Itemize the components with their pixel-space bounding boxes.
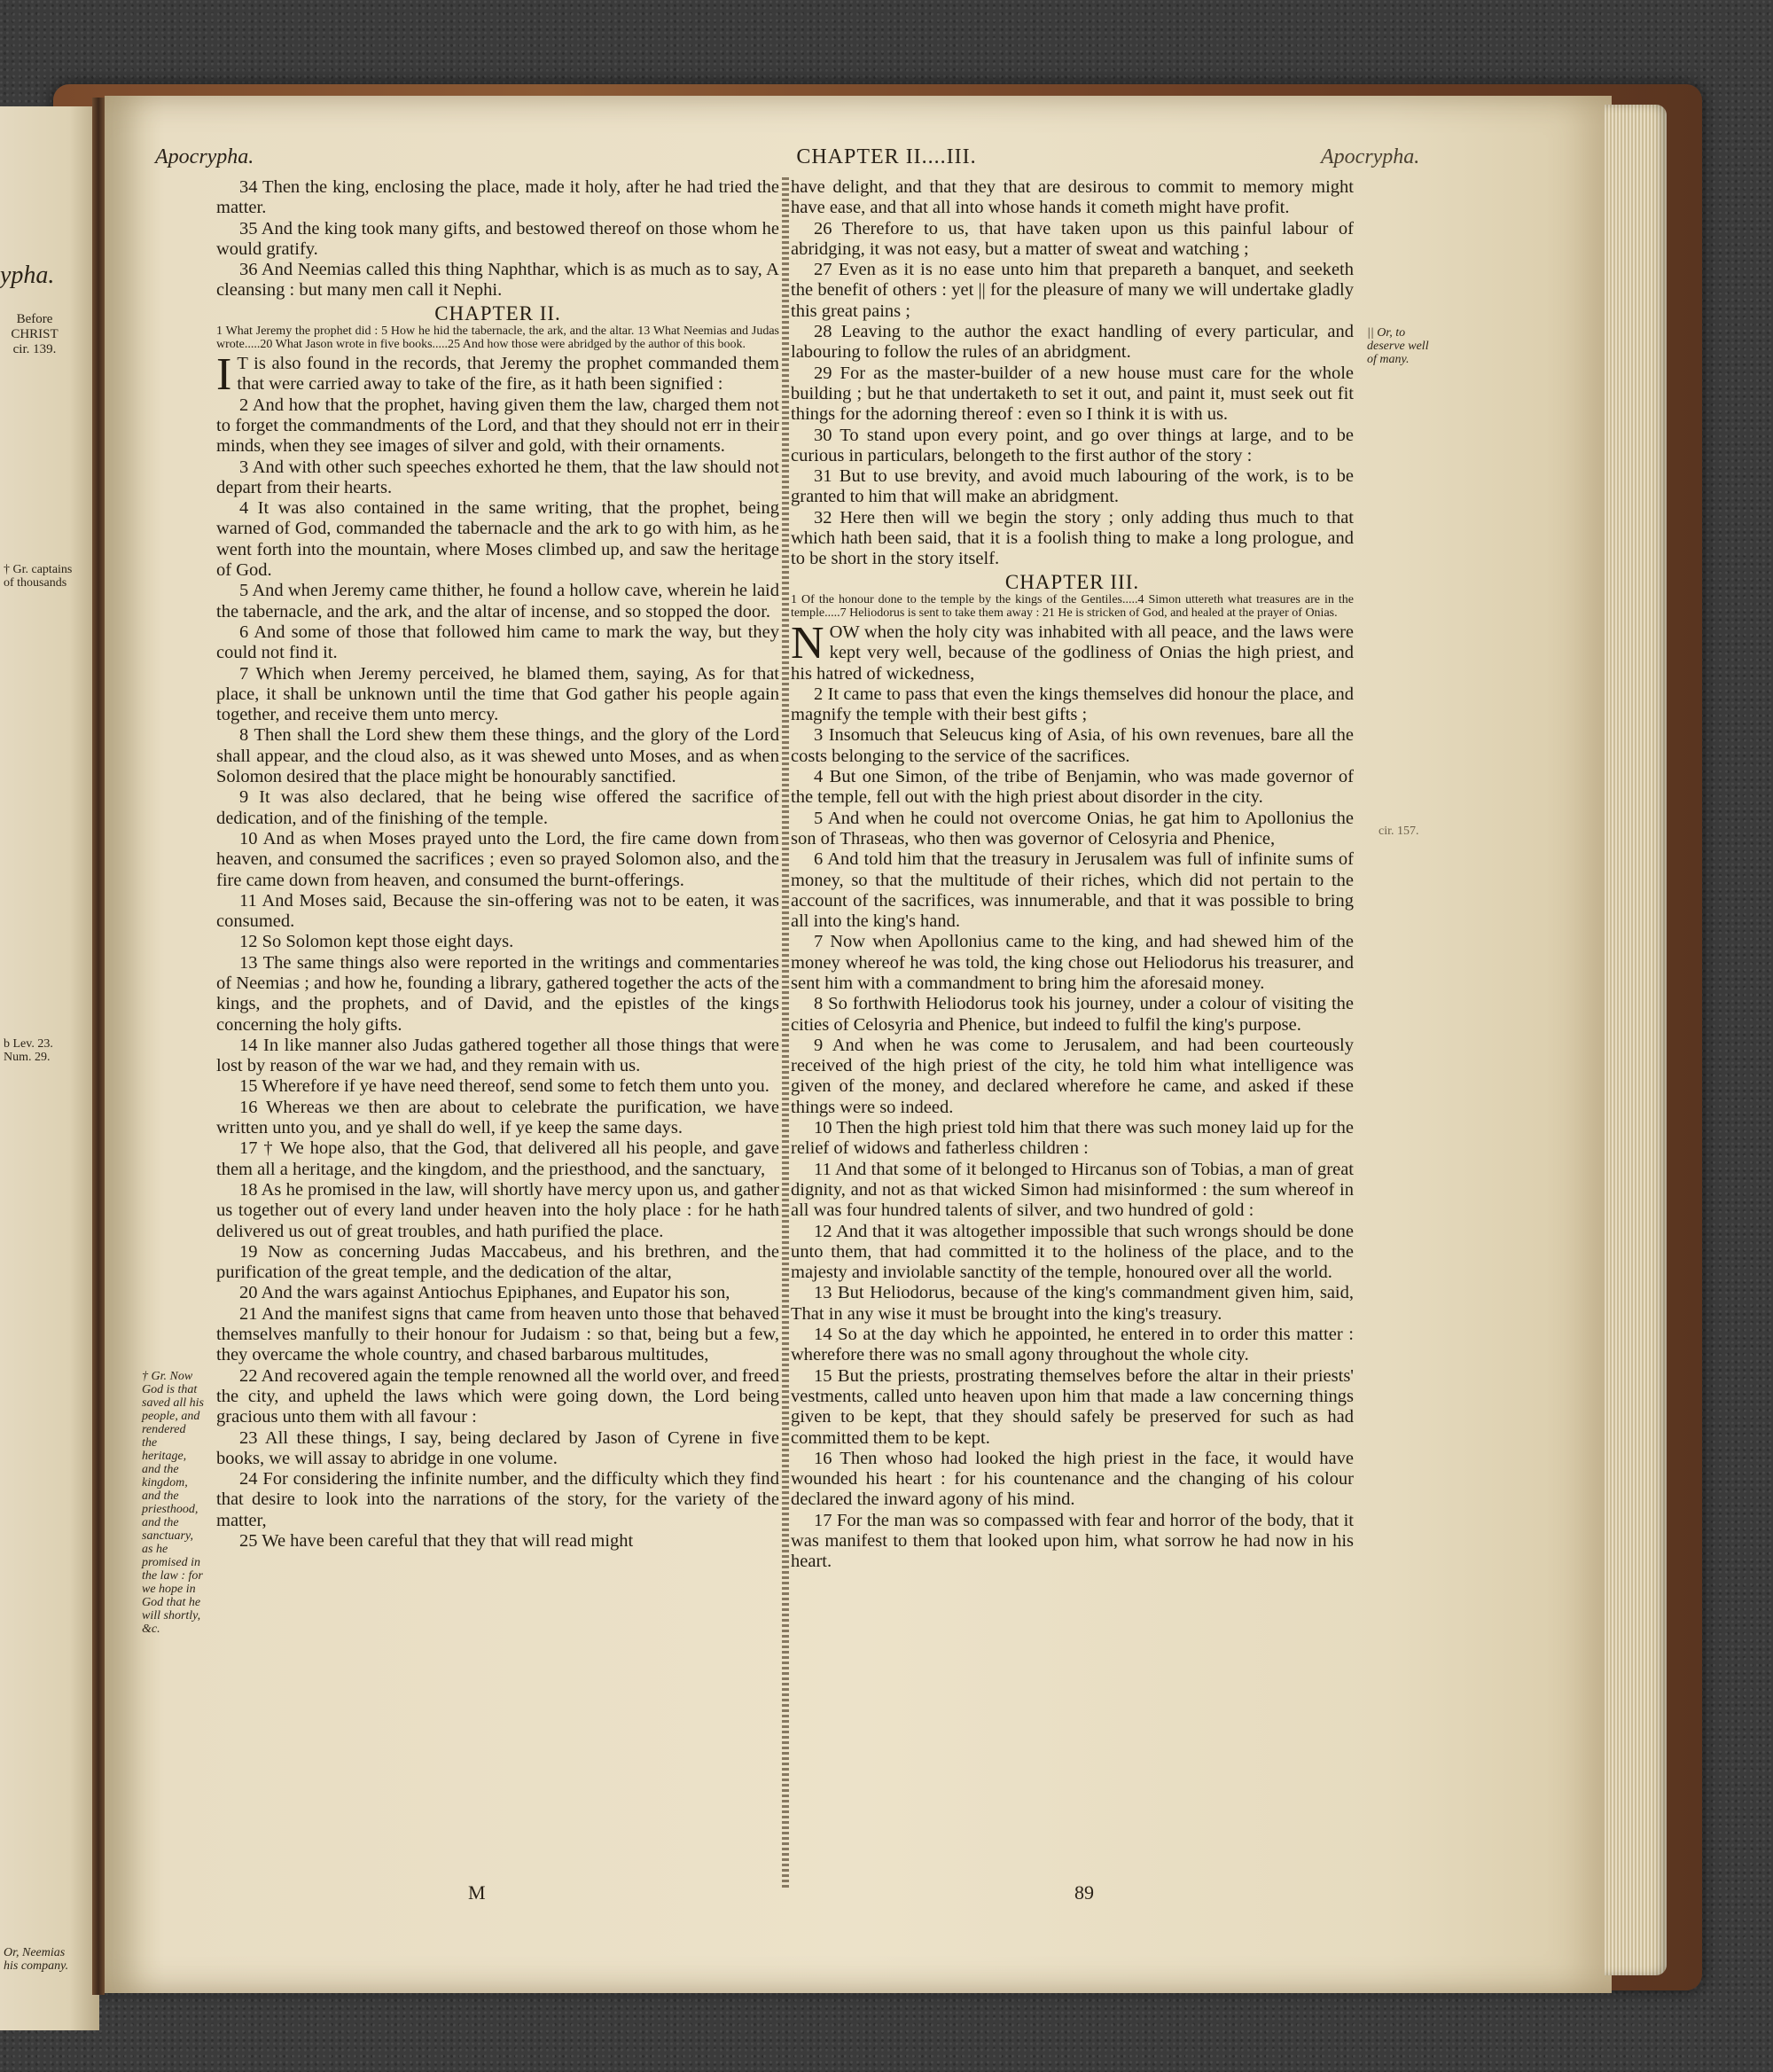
verse: 34 Then the king, enclosing the place, made it holy, after he had tried the matter. bbox=[216, 177, 779, 218]
verse: 29 For as the master-builder of a new house must care for the whole building ; but he that undertaketh to set it out, and paint it, must seek out fit things for the adorning thereof : even so I think it is with us. bbox=[791, 363, 1354, 425]
verse: 17 For the man was so compassed with fear and horror of the body, that it was manifest to them that looked upon him, what sorrow he had now in his heart. bbox=[791, 1510, 1354, 1572]
verse: 6 And told him that the treasury in Jerusalem was full of infinite sums of money, so that the multitude of their riches, which did not pertain to the account of the sacrifices, was innumerable, and that it was possible to bring all into the king's hand. bbox=[791, 849, 1354, 932]
verse: 13 But Heliodorus, because of the king's commandment given him, said, That in any wise it must be brought into the king's treasury. bbox=[791, 1283, 1354, 1324]
left-page-date-note: Before CHRIST cir. 139. bbox=[11, 312, 59, 356]
drop-cap: N bbox=[791, 617, 824, 669]
left-page-running-head: ypha. bbox=[0, 262, 55, 289]
verse: 2 It came to pass that even the kings themselves did honour the place, and magnify the temple with their best gifts ; bbox=[791, 684, 1354, 725]
chapter-heading: CHAPTER III. bbox=[1004, 570, 1140, 593]
verse: 35 And the king took many gifts, and bestowed thereof on those whom he would gratify. bbox=[216, 218, 779, 259]
verse: 16 Whereas we then are about to celebrate the purification, we have written unto you, and ye shall do well, if ye keep the same days. bbox=[216, 1097, 779, 1138]
verse: 6 And some of those that followed him came to mark the way, but they could not find it. bbox=[216, 622, 779, 663]
verse: 14 So at the day which he appointed, he entered in to order this matter : wherefore there was no small agony throughout the whole city. bbox=[791, 1325, 1354, 1365]
signature-mark: M bbox=[468, 1881, 486, 1904]
margin-date-note: cir. 157. bbox=[1379, 825, 1419, 838]
verse: 31 But to use brevity, and avoid much labouring of the work, is to be granted to him that will make an abridgment. bbox=[791, 466, 1354, 507]
verse: 4 It was also contained in the same writing, that the prophet, being warned of God, commanded the tabernacle and the ark to go with him, as he went forth into the mountain, where Moses climbed up, and saw the heritage of God. bbox=[216, 498, 779, 581]
verse: 10 And as when Moses prayed unto the Lord, the fire came down from heaven, and consumed the sacrifices ; even so prayed Solomon also, and the fire came down from heaven, and consumed the burnt-offerings. bbox=[216, 828, 779, 890]
verse: 30 To stand upon every point, and go over things at large, and to be curious in particulars, belongeth to the first author of the story : bbox=[791, 425, 1354, 465]
verse: 23 All these things, I say, being declared by Jason of Cyrene in five books, we will assay to abridge in one volume. bbox=[216, 1427, 779, 1468]
chapter-heading: CHAPTER II. bbox=[434, 301, 561, 324]
verse: 7 Which when Jeremy perceived, he blamed them, saying, As for that place, it shall be unknown until the time that God gather his people again together, and receive them unto mercy. bbox=[216, 663, 779, 725]
verse: 9 It was also declared, that he being wise offered the sacrifice of dedication, and of the finishing of the temple. bbox=[216, 787, 779, 828]
verse: 7 Now when Apollonius came to the king, and had shewed him of the money whereof he was told, the king chose out Heliodorus his treasurer, and sent him with a commandment to bring him the aforesaid money. bbox=[791, 932, 1354, 993]
verses bbox=[791, 684, 1354, 1573]
chapter-summary: 1 What Jeremy the prophet did : 5 How he hid the tabernacle, the ark, and the altar. 13 What Neemias and Judas wrote.....20 What Jason wrote in five books.....25 And how those were abridged by the author of this book. bbox=[216, 324, 779, 352]
verse: 28 Leaving to the author the exact handling of every particular, and labouring to follow the rules of an abridgment. bbox=[791, 322, 1354, 363]
left-page-note: Or, Neemias his company. bbox=[4, 1946, 69, 1973]
verse: 32 Here then will we begin the story ; only adding thus much to that which hath been said, that it is a foolish thing to make a long prologue, and to be short in the story itself. bbox=[791, 507, 1354, 569]
verse: 24 For considering the infinite number, and the difficulty which they find that desire to look into the narrations of the story, for the variety of the matter, bbox=[216, 1469, 779, 1530]
verse: 8 So forthwith Heliodorus took his journey, under a colour of visiting the cities of Celosyria and Phenice, but indeed to fulfil the king's purpose. bbox=[791, 994, 1354, 1035]
verse: 12 So Solomon kept those eight days. bbox=[239, 932, 514, 952]
margin-note-verse-27: || Or, to deserve well of many. bbox=[1367, 326, 1429, 366]
verse: 27 Even as it is no ease unto him that prepareth a banquet, and seeketh the benefit of others : yet || for the pleasure of many we will undertake gladly this great pains ; bbox=[791, 260, 1354, 321]
opening-verse: NOW when the holy city was inhabited with all peace, and the laws were kept very well, because of the godliness of Onias the high priest, and his hatred of wickedness, bbox=[791, 617, 1354, 684]
verse: have delight, and that they that are desirous to commit to memory might have ease, and that all into whose hands it cometh might have profit. bbox=[791, 177, 1354, 218]
verse: 16 Then whoso had looked the high priest in the face, it would have wounded his heart : for his countenance and the changing of his colour declared the inward agony of his mind. bbox=[791, 1448, 1354, 1510]
verse: 2 And how that the prophet, having given them the law, charged them not to forget the commandments of the Lord, and that they should not err in their minds, when they see images of silver and gold, with their ornaments. bbox=[216, 395, 779, 457]
verses bbox=[216, 395, 779, 1552]
running-head-left: Apocrypha. bbox=[155, 145, 254, 168]
verse: 5 And when Jeremy came thither, he found a hollow cave, wherein he laid the tabernacle, and the ark, and the altar of incense, and so stopped the door. bbox=[216, 581, 779, 622]
verses-before-chapter bbox=[216, 177, 779, 301]
running-head-right: Apocrypha. bbox=[1321, 145, 1420, 168]
margin-note-verse-17: † Gr. Now God is that saved all his people, and rendered the heritage, and the kingdom, and the priesthood, and the sanctuary, as he promised in the law : for we hope in God that he will shortly, &c. bbox=[142, 1370, 204, 1636]
drop-cap: I bbox=[216, 349, 232, 401]
verse: 14 In like manner also Judas gathered together all those things that were lost by reason of the war we had, and they remain with us. bbox=[216, 1035, 779, 1076]
left-page-edge bbox=[0, 106, 99, 2030]
verse: 9 And when he was come to Jerusalem, and had been courteously received of the high priest of the city, he told him what intelligence was given of the money, and declared wherefore he came, and asked if these things were so indeed. bbox=[791, 1035, 1354, 1117]
running-head-chapter: CHAPTER II....III. bbox=[796, 145, 977, 168]
verse: 18 As he promised in the law, will shortly have mercy upon us, and gather us together out of every land under heaven into the holy place : for he hath delivered us out of great troubles, and hath purified the place. bbox=[216, 1179, 779, 1241]
page-number: 89 bbox=[1074, 1881, 1094, 1904]
verse: 15 But the priests, prostrating themselves before the altar in their priests' vestments, called unto heaven upon him that made a law concerning things given to be kept, that they should safely be preserved for such as had committed them to be kept. bbox=[791, 1365, 1354, 1448]
book-gutter bbox=[92, 98, 105, 1995]
chapter-summary: 1 Of the honour done to the temple by the kings of the Gentiles.....4 Simon uttereth what treasures are in the temple.....7 Heliodorus is sent to take them away : 21 He is stricken of God, and healed at the prayer of Onias. bbox=[791, 592, 1354, 620]
verse: 4 But one Simon, of the tribe of Benjamin, who was made governor of the temple, fell out with the high priest about disorder in the city. bbox=[791, 767, 1354, 808]
verses-before-chapter bbox=[791, 177, 1354, 570]
verse: 5 And when he could not overcome Onias, he gat him to Apollonius the son of Thraseas, who then was governor of Celosyria and Phenice, bbox=[791, 808, 1354, 848]
column-divider bbox=[782, 177, 789, 1888]
verse: 11 And that some of it belonged to Hircanus son of Tobias, a man of great dignity, and not as that wicked Simon had misinformed : the sum whereof in all was four hundred talents of silver, and two hundred of gold : bbox=[791, 1159, 1354, 1221]
verse: 13 The same things also were reported in the writings and commentaries of Neemias ; and how he, founding a library, gathered together the acts of the kings, and the prophets, and of David, and the epistles of the kings concerning the holy gifts. bbox=[216, 952, 779, 1035]
verse: 11 And Moses said, Because the sin-offering was not to be eaten, it was consumed. bbox=[216, 890, 779, 932]
verse: 17 † We hope also, that the God, that delivered all his people, and gave them all a heritage, and the kingdom, and the priesthood, and the sanctuary, bbox=[216, 1138, 779, 1179]
verse: 36 And Neemias called this thing Naphthar, which is as much as to say, A cleansing : but many men call it Nephi. bbox=[216, 260, 779, 301]
opening-verse: I T is also found in the records, that Jeremy the prophet commanded them that were carried away to take of the fire, as it hath been signified : bbox=[216, 349, 779, 401]
verse: 3 And with other such speeches exhorted he them, that the law should not depart from their hearts. bbox=[216, 457, 779, 497]
left-page-note: † Gr. captains of thousands bbox=[4, 563, 73, 590]
verse: 19 Now as concerning Judas Maccabeus, and his brethren, and the purification of the great temple, and the dedication of the altar, bbox=[216, 1241, 779, 1283]
page-block-edge bbox=[1605, 105, 1667, 1975]
verse: 21 And the manifest signs that came from heaven unto those that behaved themselves manfully to their honour for Judaism : so that, being but a few, they overcame the whole country, and chased barbarous multitudes, bbox=[216, 1303, 779, 1365]
verse: 10 Then the high priest told him that there was such money laid up for the relief of widows and fatherless children : bbox=[791, 1118, 1354, 1159]
verse: 8 Then shall the Lord shew them these things, and the glory of the Lord shall appear, and the cloud also, as it was shewed unto Moses, and as when Solomon desired that the place might be honourably sanctified. bbox=[216, 725, 779, 787]
verse: 26 Therefore to us, that have taken upon us this painful labour of abridging, it was not easy, but a matter of sweat and watching ; bbox=[791, 218, 1354, 259]
verse: 15 Wherefore if ye have need thereof, send some to fetch them unto you. bbox=[239, 1076, 769, 1097]
verse: 22 And recovered again the temple renowned all the world over, and freed the city, and upheld the laws which were going down, the Lord being gracious unto them with all favour : bbox=[216, 1365, 779, 1427]
verse: 20 And the wars against Antiochus Epiphanes, and Eupator his son, bbox=[239, 1283, 730, 1303]
text-column-right bbox=[791, 177, 1354, 1573]
text-column-left bbox=[216, 177, 779, 1552]
verse: 25 We have been careful that they that will read might bbox=[239, 1531, 634, 1551]
left-page-note: b Lev. 23. Num. 29. bbox=[4, 1037, 53, 1064]
verse: 12 And that it was altogether impossible that such wrongs should be done unto them, that had committed it to the holiness of the place, and to the majesty and inviolable sanctity of the temple, honoured over all the world. bbox=[791, 1221, 1354, 1283]
verse: 3 Insomuch that Seleucus king of Asia, of his own revenues, bare all the costs belonging to the service of the sacrifices. bbox=[791, 725, 1354, 766]
